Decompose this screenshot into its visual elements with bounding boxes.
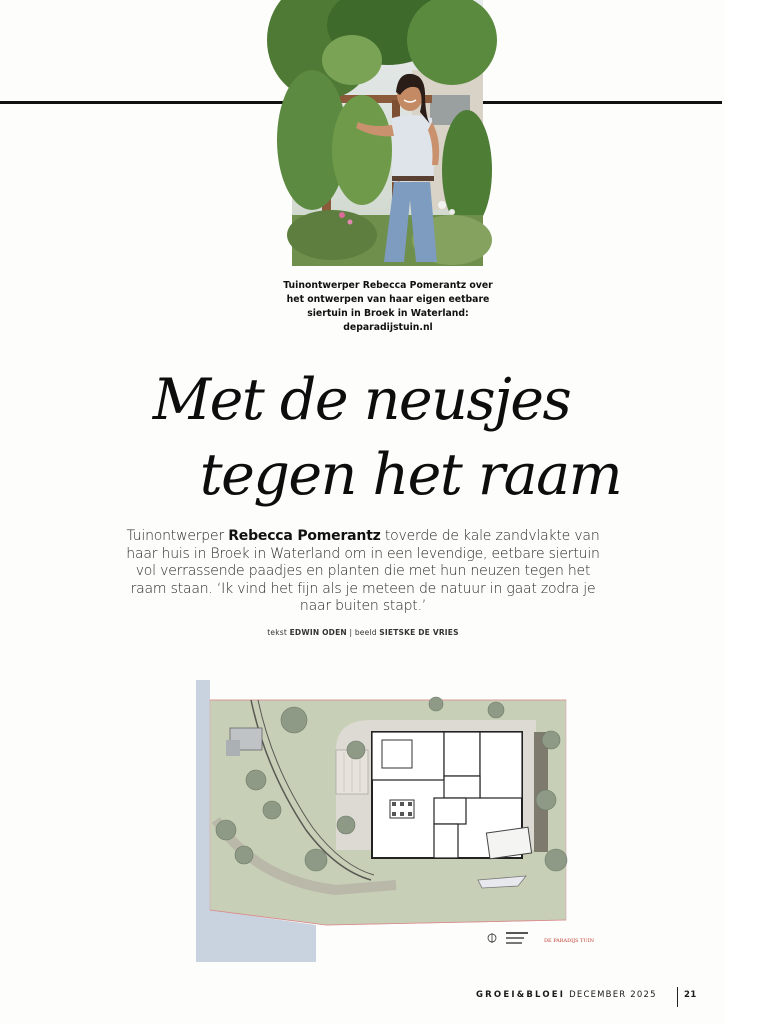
lead-rest: toverde de kale zandvlakte van haar huis in Broek in Waterland om in een levendige, eetbare siertuin vol verrassende paadjes en planten die met hun neuzen tegen het raam staan. ‘Ik vind het fijn als je meteen de natuur in gaat zodra je naar buiten stapt.’ xyxy=(126,528,600,614)
credits-image-author: SIETSKE DE VRIES xyxy=(379,628,459,637)
article-credits xyxy=(120,628,606,637)
credits-text-author: EDWIN ODEN xyxy=(289,628,347,637)
photo-caption: Tuinontwerper Rebecca Pomerantz over het ontwerpen van haar eigen eetbare siertuin in Broek in Waterland: deparadijstuin.nl xyxy=(283,280,493,333)
footer-brand: GROEI&BLOEI xyxy=(476,990,566,1000)
credits-text-label: tekst xyxy=(267,628,288,637)
lead-name: Rebecca Pomerantz xyxy=(228,528,381,544)
garden-plan-drawing xyxy=(196,680,595,962)
garden-portrait-photo xyxy=(292,0,483,266)
lead-prefix: Tuinontwerper xyxy=(126,528,229,544)
footer-divider xyxy=(677,987,678,1007)
page-number: 21 xyxy=(684,990,697,1000)
footer-issue: DECEMBER 2025 xyxy=(569,990,657,1000)
plan-logo: DE PARADIJS TUIN xyxy=(544,938,595,944)
page-footer xyxy=(476,990,701,1004)
headline-line-2: tegen het raam xyxy=(199,442,622,508)
credits-separator: | xyxy=(349,628,353,637)
headline-line-1: Met de neusjes xyxy=(152,367,571,433)
lead-paragraph xyxy=(120,528,606,616)
credits-image-label: beeld xyxy=(354,628,377,637)
